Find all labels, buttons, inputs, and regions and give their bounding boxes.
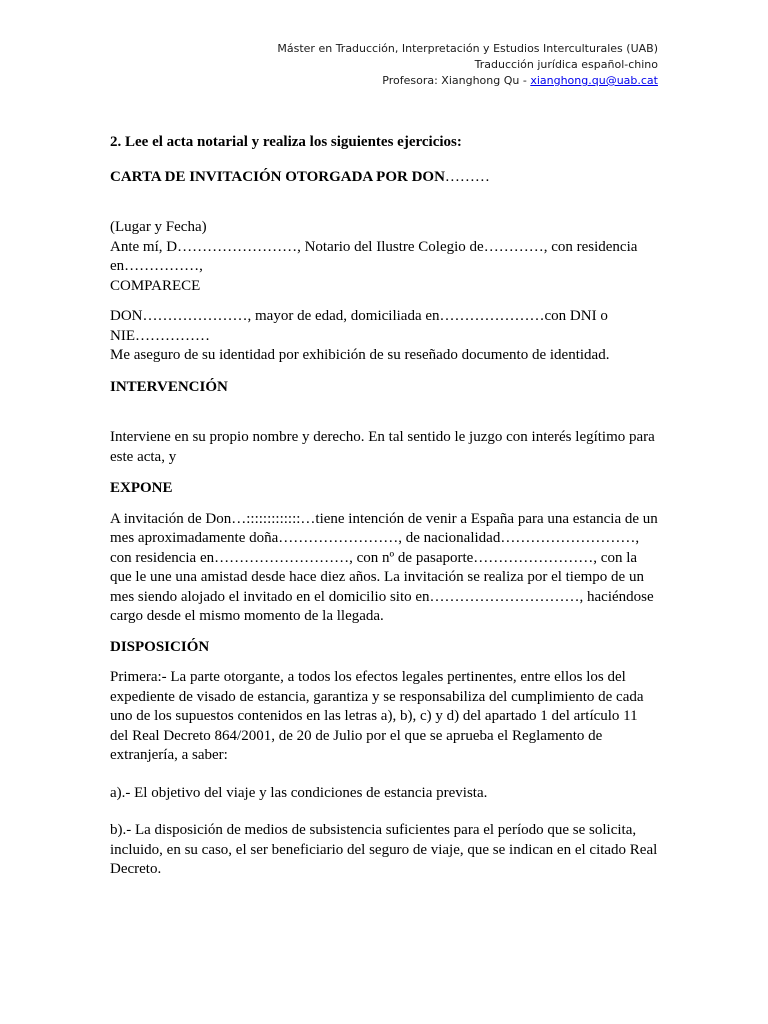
header-line-professor <box>277 73 658 89</box>
intervencion-heading: INTERVENCIÓN <box>110 378 228 395</box>
header-line-course: Traducción jurídica español-chino <box>474 58 658 71</box>
carta-title-dots: ……… <box>444 168 490 185</box>
carta-title-text: CARTA DE INVITACIÓN OTORGADA POR DON <box>110 168 445 185</box>
lugar-fecha: (Lugar y Fecha) <box>110 219 207 235</box>
primera-paragraph: Primera:- La parte otorgante, a todos los efectos legales pertinentes, entre ellos los del expediente de visado de estancia, garantiza y se responsabiliza del cumplimiento de cada uno de los supuestos contenidos en las letras a), b), c) y d) del apartado 1 del artículo 11 del Real Decreto 864/2001, de 20 de Julio por el que se aprueba el Reglamento de extranjería, a saber: <box>110 669 644 763</box>
item-b-paragraph: b).- La disposición de medios de subsistencia suficientes para el período que se solicita, incluido, en su caso, el ser beneficiario del seguro de viaje, que se indican en el citado Real Decreto. <box>110 822 658 877</box>
identidad-paragraph: Me aseguro de su identidad por exhibición de su reseñado documento de identidad. <box>110 347 610 363</box>
document-body <box>110 133 658 880</box>
comparece-label: COMPARECE <box>110 277 201 294</box>
item-a-paragraph: a).- El objetivo del viaje y las condiciones de estancia prevista. <box>110 784 488 801</box>
carta-title <box>110 168 658 188</box>
page-header <box>277 41 658 89</box>
expone-paragraph: A invitación de Don…:::::::::::::…tiene intención de venir a España para una estancia de un mes aproximadamente doña……………………, de nacionalidad………………………, con residencia en………………………, con nº de pasaporte……………………, con la que le une una amistad desde hace diez años. La invitación se realiza por el tiempo de un mes siendo alojado el invitado en el domicilio sito en…………………………, haciéndose cargo desde el mismo momento de la llegada. <box>110 510 658 624</box>
header-line-program: Máster en Traducción, Interpretación y Estudios Interculturales (UAB) <box>277 42 658 55</box>
expone-heading: EXPONE <box>110 480 173 496</box>
intervencion-paragraph: Interviene en su propio nombre y derecho. En tal sentido le juzgo con interés legítimo para este acta, y <box>110 429 655 465</box>
don-paragraph: DON…………………, mayor de edad, domiciliada en…………………con DNI o NIE…………… <box>110 308 608 344</box>
professor-label: Profesora: Xianghong Qu - <box>382 74 531 87</box>
disposicion-heading: DISPOSICIÓN <box>110 638 210 655</box>
professor-email-link[interactable]: xianghong.qu@uab.cat <box>530 74 658 87</box>
exercise-title: 2. Lee el acta notarial y realiza los siguientes ejercicios: <box>110 134 462 150</box>
ante-mi-paragraph: Ante mí, D……………………, Notario del Ilustre Colegio de…………, con residencia en……………, <box>110 238 638 274</box>
